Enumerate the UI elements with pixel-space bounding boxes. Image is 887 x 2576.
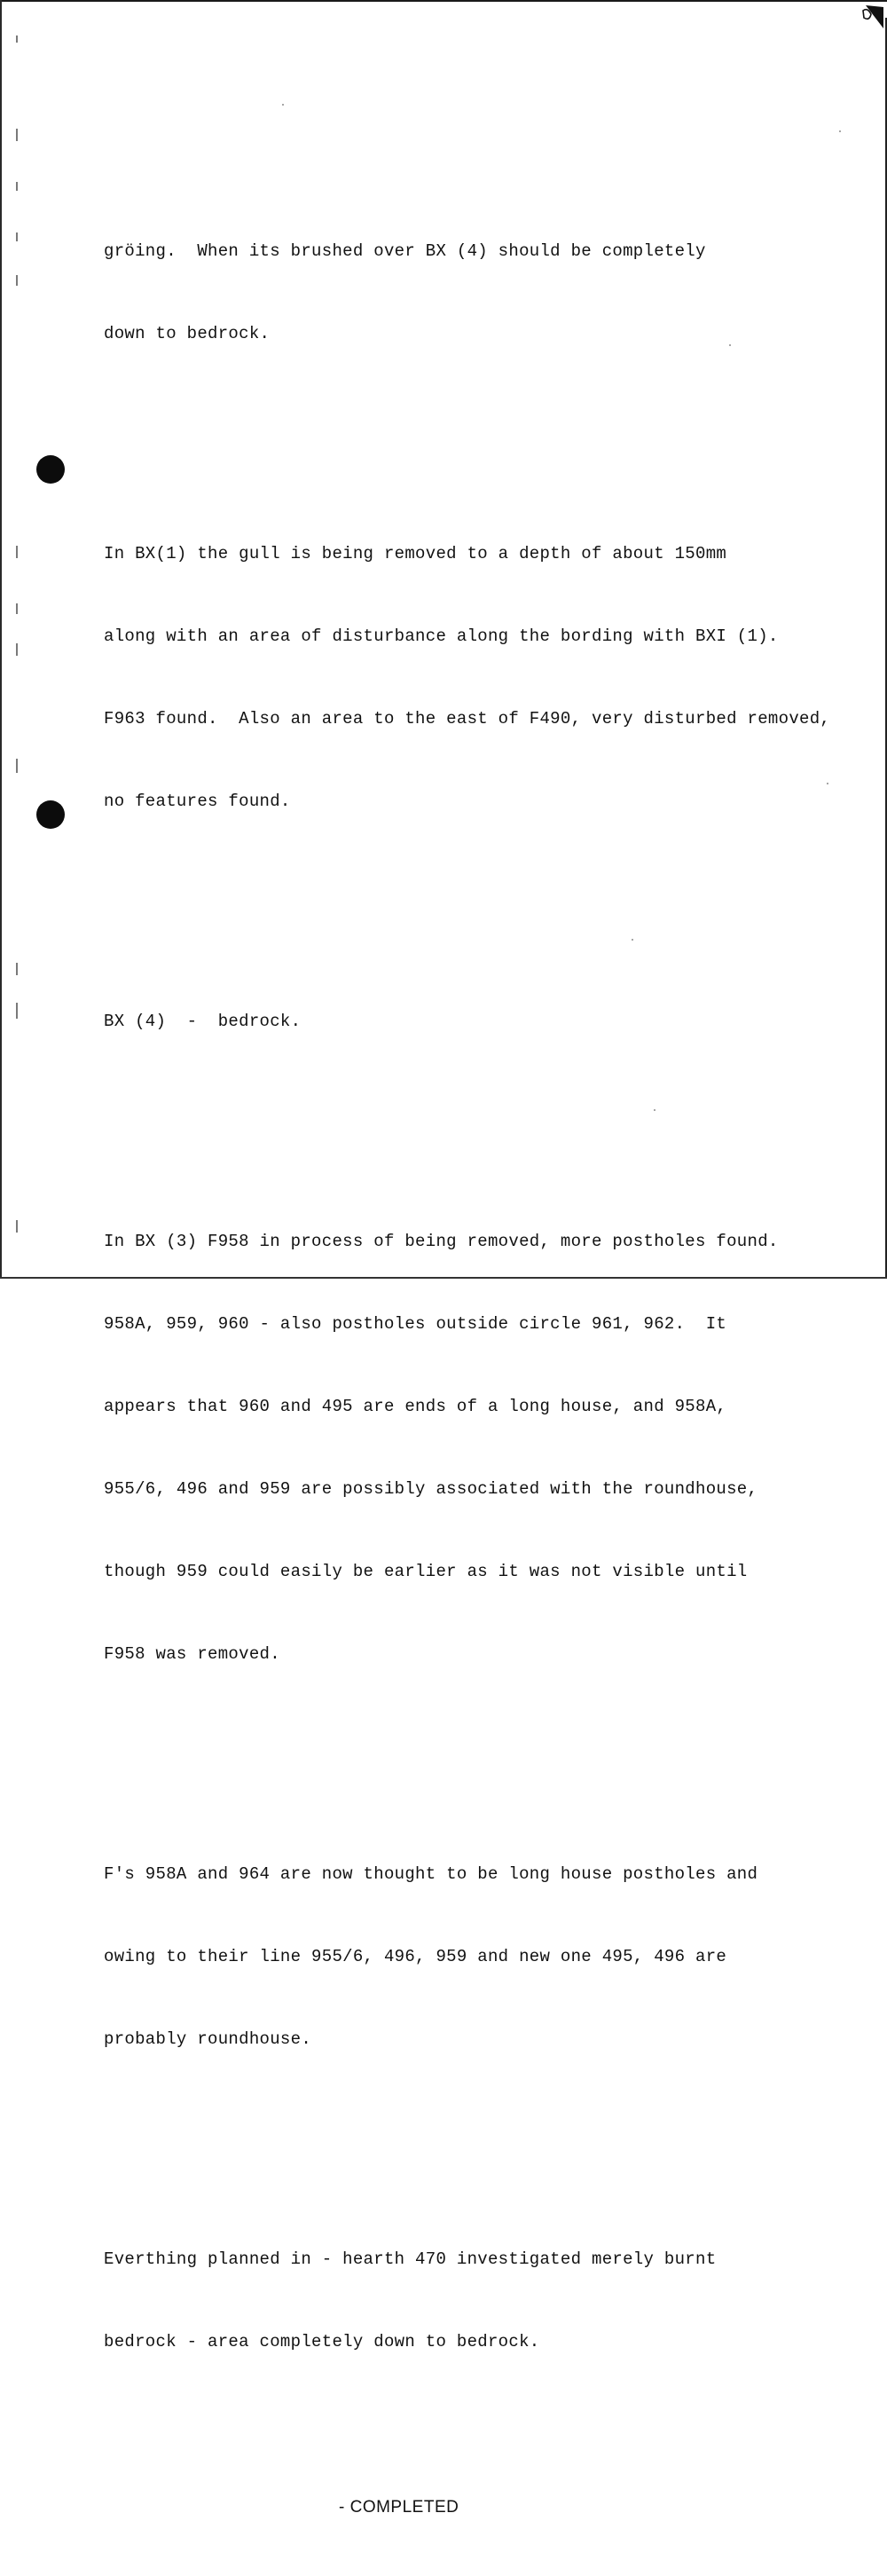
text-line: F958 was removed.	[104, 1644, 280, 1664]
text-line: bedrock - area completely down to bedrock.	[104, 2332, 540, 2351]
margin-tick	[16, 603, 18, 614]
text-line: gröing. When its brushed over BX (4) should be completely	[104, 241, 706, 261]
page-edge-left	[0, 0, 2, 1279]
margin-tick	[16, 963, 18, 975]
paragraph	[104, 485, 867, 870]
text-line: owing to their line 955/6, 496, 959 and new one 495, 496 are	[104, 1947, 727, 1966]
margin-tick	[16, 35, 18, 43]
corner-fold-mark	[860, 2, 885, 32]
punch-hole-upper	[36, 455, 65, 484]
paper-speck	[282, 104, 284, 106]
paragraph	[104, 1806, 867, 2108]
text-line: F's 958A and 964 are now thought to be long house postholes and	[104, 1864, 758, 1884]
text-line: appears that 960 and 495 are ends of a long house, and 958A,	[104, 1397, 727, 1416]
punch-hole-lower	[36, 800, 65, 829]
paragraph	[104, 2191, 867, 2411]
margin-tick	[16, 1003, 18, 1019]
paragraph	[104, 953, 867, 1091]
document-body	[104, 128, 867, 2576]
margin-tick	[16, 232, 18, 241]
margin-tick	[16, 129, 18, 141]
paragraph	[104, 1173, 867, 1723]
margin-tick	[16, 1220, 18, 1233]
text-line: Everthing planned in - hearth 470 investigated merely burnt	[104, 2249, 717, 2269]
margin-tick	[16, 182, 18, 191]
text-line: 955/6, 496 and 959 are possibly associated with the roundhouse,	[104, 1479, 758, 1499]
paragraph	[104, 183, 867, 403]
text-line: though 959 could easily be earlier as it was not visible until	[104, 1562, 748, 1581]
margin-tick	[16, 546, 18, 558]
margin-tick	[16, 643, 18, 656]
text-line: down to bedrock.	[104, 324, 271, 343]
text-line: F963 found. Also an area to the east of F490, very disturbed removed,	[104, 709, 831, 729]
text-line: along with an area of disturbance along the bording with BXI (1).	[104, 626, 779, 646]
text-line: probably roundhouse.	[104, 2029, 312, 2049]
margin-tick	[16, 759, 18, 773]
page-edge-top	[0, 0, 887, 2]
text-line: In BX (3) F958 in process of being removed, more postholes found.	[104, 1232, 779, 1251]
text-line: no features found.	[104, 792, 291, 811]
text-line: 958A, 959, 960 - also postholes outside circle 961, 962. It	[104, 1314, 727, 1334]
closing-note: - COMPLETED	[339, 2498, 459, 2517]
margin-tick	[16, 275, 18, 286]
text-line: BX (4) - bedrock.	[104, 1012, 302, 1031]
text-line: In BX(1) the gull is being removed to a depth of about 150mm	[104, 544, 727, 563]
